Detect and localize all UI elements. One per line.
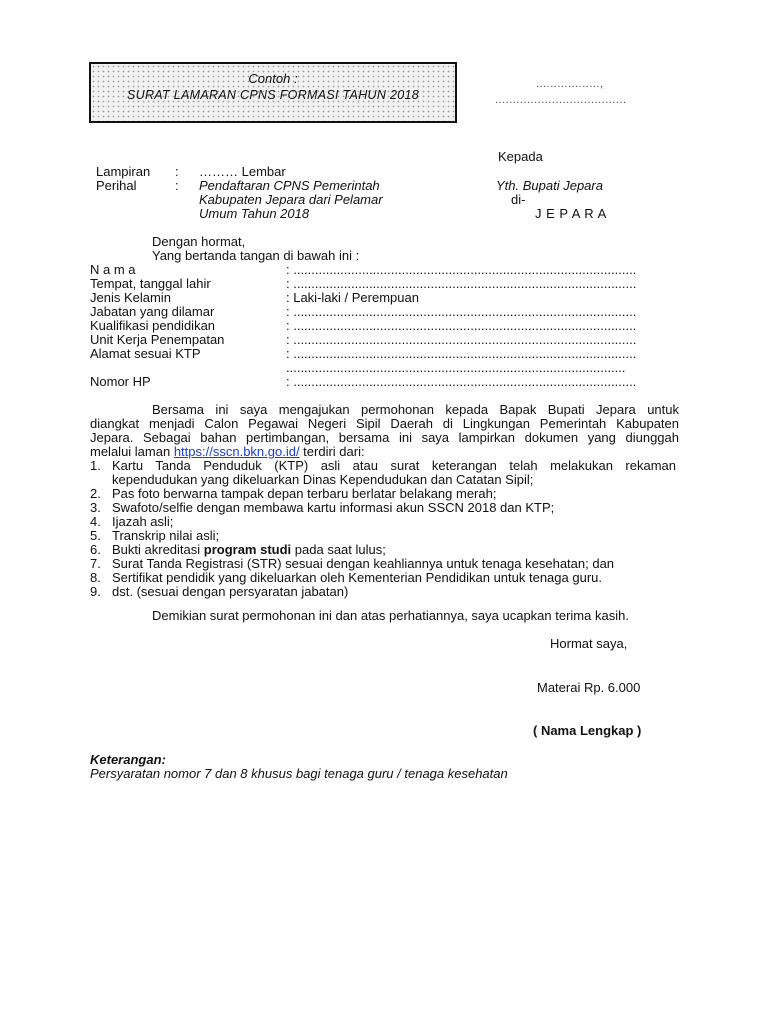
form-row-jabatan — [90, 305, 670, 319]
list-number: 3. — [90, 500, 101, 515]
recipient-di: di- — [511, 192, 526, 207]
perihal-line: Kabupaten Jepara dari Pelamar — [199, 192, 383, 207]
form-label: Nomor HP — [90, 374, 151, 389]
form-row-gender — [90, 291, 670, 305]
form-value: : ............................................................................................... — [286, 332, 637, 347]
form-value: : ............................................................................................... — [286, 276, 637, 291]
list-item-text — [112, 543, 386, 557]
note-text: Persyaratan nomor 7 dan 8 khusus bagi tenaga guru / tenaga kesehatan — [90, 766, 508, 781]
form-value: : ............................................................................................... — [286, 304, 637, 319]
list-item-text: Bukti akreditasi — [112, 542, 204, 557]
form-label: Alamat sesuai KTP — [90, 346, 201, 361]
form-row-unit — [90, 333, 670, 347]
note-title: Keterangan: — [90, 752, 166, 767]
form-row-alamat — [90, 347, 670, 361]
lampiran-colon: : — [175, 164, 179, 179]
form-value: : ............................................................................................... — [286, 318, 637, 333]
form-row-pendidikan — [90, 319, 670, 333]
form-value: : ............................................................................................... — [286, 346, 637, 361]
list-item-text: Transkrip nilai asli; — [112, 528, 220, 543]
place-placeholder: .................., — [536, 78, 604, 90]
body-line: Jepara. Sebagai bahan pertimbangan, bersama ini saya lampirkan dokumen yang diunggah — [90, 430, 679, 445]
materai-label: Materai Rp. 6.000 — [537, 680, 641, 695]
body-text: terdiri dari: — [299, 444, 365, 459]
form-label: Jenis Kelamin — [90, 290, 171, 305]
list-item-text: Ijazah asli; — [112, 514, 174, 529]
example-label: Contoh : — [248, 71, 298, 86]
date-placeholder: ..................................... — [495, 94, 627, 106]
sscn-link[interactable]: https://sscn.bkn.go.id/ — [173, 444, 300, 459]
form-label: Kualifikasi pendidikan — [90, 318, 216, 333]
list-item-text: dst. (sesuai dengan persyaratan jabatan) — [112, 584, 349, 599]
form-label: Unit Kerja Penempatan — [90, 332, 225, 347]
form-value: : ............................................................................................... — [286, 374, 637, 389]
list-item-text: Surat Tanda Registrasi (STR) sesuai dengan keahliannya untuk tenaga kesehatan; dan — [112, 556, 615, 571]
body-line: diangkat menjadi Calon Pegawai Negeri Sipil Daerah di Lingkungan Pemerintah Kabupaten — [90, 416, 679, 431]
perihal-line: Pendaftaran CPNS Pemerintah — [199, 178, 380, 193]
recipient-city: J E P A R A — [535, 206, 607, 221]
form-value: .............................................................................................. — [286, 360, 626, 375]
lampiran-label: Lampiran — [96, 164, 151, 179]
form-label: Tempat, tanggal lahir — [90, 276, 211, 291]
closing-text: Demikian surat permohonan ini dan atas perhatiannya, saya ucapkan terima kasih. — [152, 608, 629, 623]
form-value: : ............................................................................................... — [286, 262, 637, 277]
form-row-alamat-cont — [90, 361, 670, 375]
closing-hormat: Hormat saya, — [550, 636, 628, 651]
list-number: 5. — [90, 528, 101, 543]
list-number: 9. — [90, 584, 101, 599]
form-label: Jabatan yang dilamar — [90, 304, 215, 319]
recipient-kepada: Kepada — [498, 149, 543, 164]
list-number: 2. — [90, 486, 101, 501]
list-item-text: Pas foto berwarna tampak depan terbaru berlatar belakang merah; — [112, 486, 497, 501]
list-number: 8. — [90, 570, 101, 585]
list-number: 1. — [90, 458, 101, 473]
greeting-intro: Yang bertanda tangan di bawah ini : — [152, 248, 360, 263]
list-item-text: Sertifikat pendidik yang dikeluarkan oleh Kementerian Pendidikan untuk tenaga guru. — [112, 570, 602, 585]
lampiran-value: ……… Lembar — [199, 164, 286, 179]
form-row-hp — [90, 375, 670, 389]
form-value: : Laki-laki / Perempuan — [286, 290, 419, 305]
list-number: 4. — [90, 514, 101, 529]
list-number: 7. — [90, 556, 101, 571]
form-label: N a m a — [90, 262, 136, 277]
list-item-text: Kartu Tanda Penduduk (KTP) asli atau surat keterangan telah melakukan rekaman — [112, 458, 676, 473]
perihal-line: Umum Tahun 2018 — [199, 206, 310, 221]
body-text: melalui laman — [90, 444, 174, 459]
list-item-text: Swafoto/selfie dengan membawa kartu informasi akun SSCN 2018 dan KTP; — [112, 500, 555, 515]
greeting: Dengan hormat, — [152, 234, 246, 249]
body-line — [90, 445, 365, 459]
list-number: 6. — [90, 542, 101, 557]
list-item-text: kependudukan yang dikeluarkan Dinas Kependudukan dan Catatan Sipil; — [112, 472, 534, 487]
signature-name: ( Nama Lengkap ) — [533, 723, 642, 738]
perihal-colon: : — [175, 178, 179, 193]
body-line: Bersama ini saya mengajukan permohonan kepada Bapak Bupati Jepara untuk — [152, 402, 679, 417]
perihal-label: Perihal — [96, 178, 137, 193]
list-item-text: pada saat lulus; — [291, 542, 386, 557]
recipient-addressee: Yth. Bupati Jepara — [496, 178, 603, 193]
program-studi-emphasis: program studi — [203, 542, 292, 557]
letter-title: SURAT LAMARAN CPNS FORMASI TAHUN 2018 — [127, 88, 419, 102]
example-title-box — [89, 62, 457, 123]
form-row-ttl — [90, 277, 670, 291]
form-row-nama — [90, 263, 670, 277]
